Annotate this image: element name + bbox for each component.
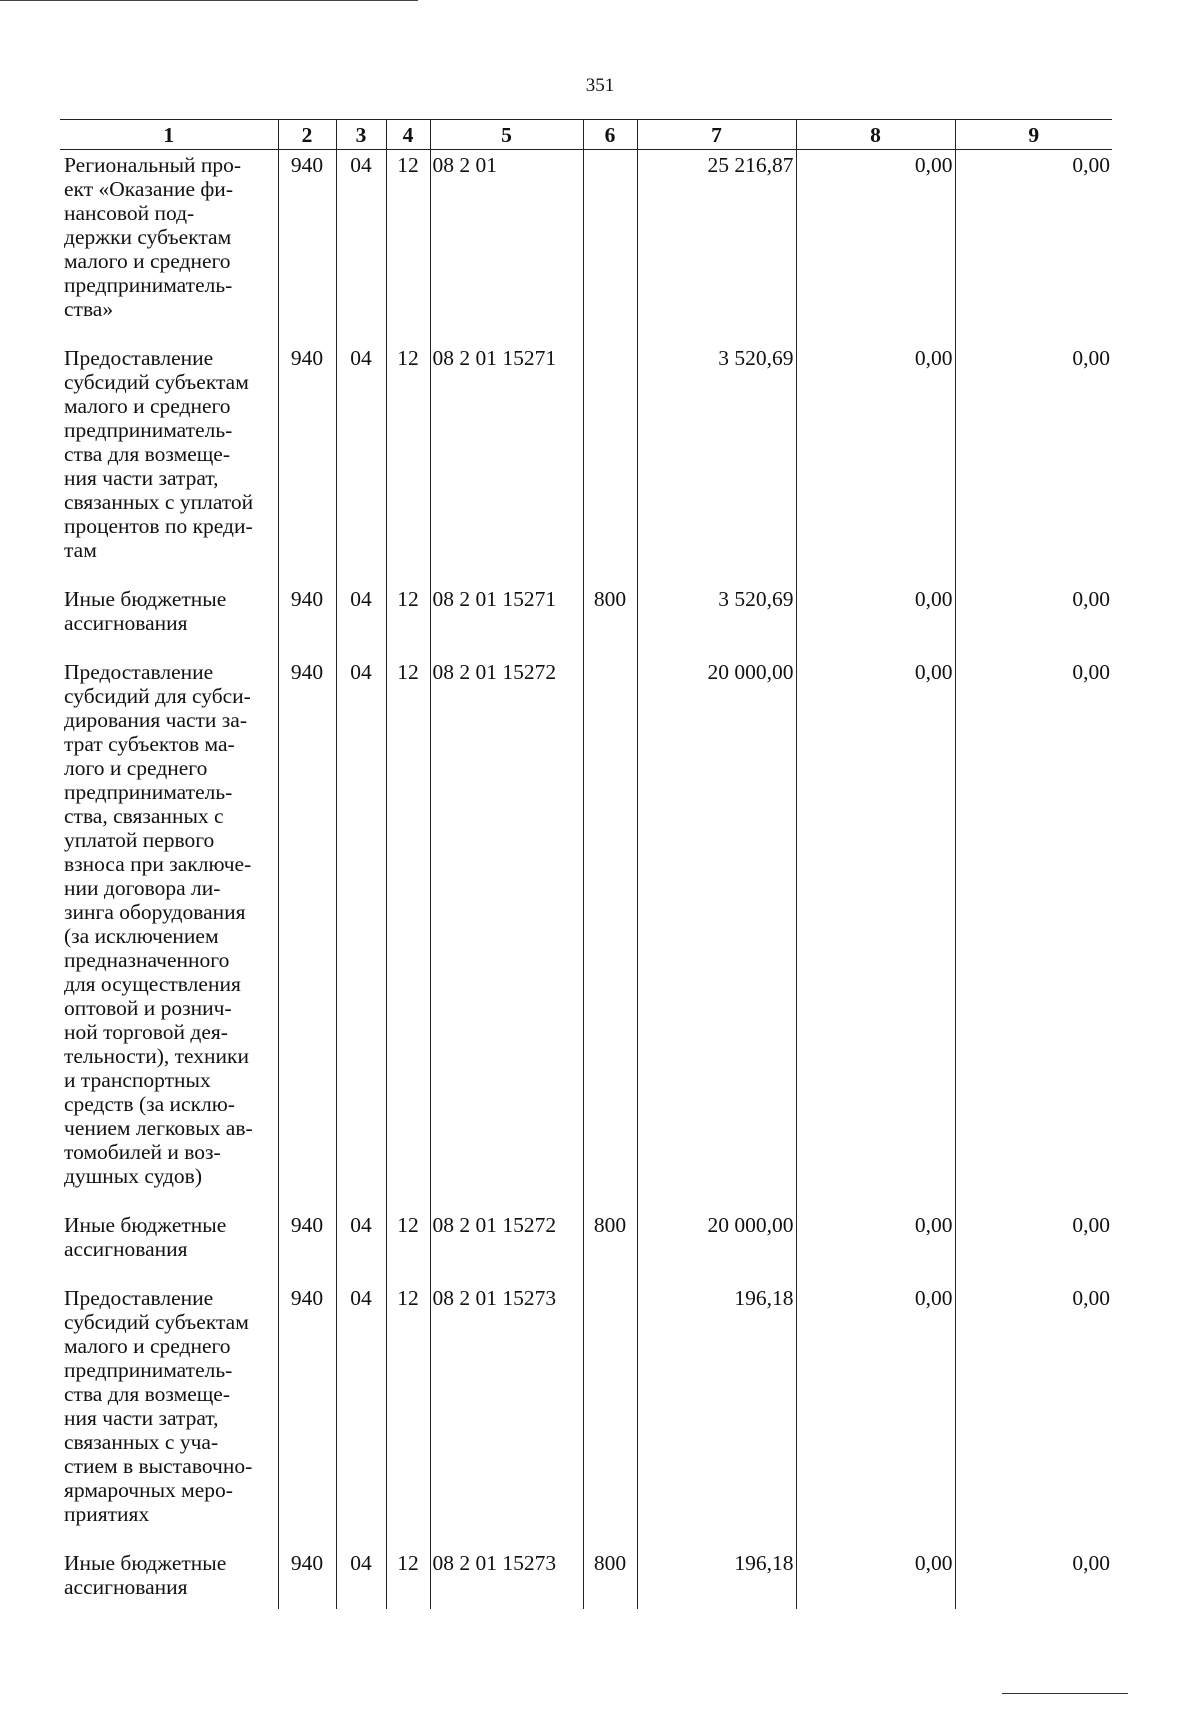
- cell-col7: 25 216,87: [637, 150, 796, 344]
- column-header: 4: [386, 120, 430, 150]
- table-row: [60, 657, 1112, 1210]
- page-number: 351: [585, 75, 615, 96]
- cell-col6: [583, 343, 637, 584]
- bottom-rule: [1002, 1693, 1128, 1694]
- top-rule: [0, 0, 418, 1]
- column-header: 6: [583, 120, 637, 150]
- column-header: 2: [278, 120, 336, 150]
- cell-col7: 196,18: [637, 1548, 796, 1609]
- cell-col7: 20 000,00: [637, 1210, 796, 1283]
- cell-col9: 0,00: [955, 150, 1112, 344]
- cell-col8: 0,00: [796, 1283, 955, 1548]
- cell-col3: 04: [336, 584, 386, 657]
- cell-col4: 12: [386, 150, 430, 344]
- cell-col8: 0,00: [796, 343, 955, 584]
- cell-col5: 08 2 01 15273: [430, 1548, 583, 1609]
- table-row: [60, 343, 1112, 584]
- cell-col7: 3 520,69: [637, 343, 796, 584]
- budget-table: [60, 119, 1112, 1609]
- cell-col4: 12: [386, 1283, 430, 1548]
- table-row: [60, 584, 1112, 657]
- cell-col3: 04: [336, 657, 386, 1210]
- cell-col9: 0,00: [955, 343, 1112, 584]
- row-description: Иные бюджетные ассигнования: [64, 587, 227, 635]
- cell-col4: 12: [386, 657, 430, 1210]
- cell-col5: 08 2 01 15272: [430, 1210, 583, 1283]
- cell-col9: 0,00: [955, 657, 1112, 1210]
- row-description: Иные бюджетные ассигнования: [64, 1551, 227, 1599]
- row-description: Предоставление субсидий субъектам малого и среднего предприниматель- ства для возмеще- ния части затрат, связанных с уча- стием в выставочно- ярмарочных меро- приятиях: [64, 1286, 253, 1526]
- row-description: Региональный про- ект «Оказание фи- нансовой под- держки субъектам малого и среднего предприниматель- ства»: [64, 153, 242, 321]
- table-row: [60, 150, 1112, 344]
- column-header: 1: [60, 120, 278, 150]
- cell-col5: 08 2 01 15271: [430, 584, 583, 657]
- cell-col9: 0,00: [955, 1283, 1112, 1548]
- cell-col2: 940: [278, 584, 336, 657]
- cell-col4: 12: [386, 1548, 430, 1609]
- column-header: 9: [955, 120, 1112, 150]
- cell-col8: 0,00: [796, 150, 955, 344]
- cell-col2: 940: [278, 343, 336, 584]
- cell-col5: 08 2 01 15271: [430, 343, 583, 584]
- cell-col6: [583, 657, 637, 1210]
- column-header: 8: [796, 120, 955, 150]
- cell-col8: 0,00: [796, 1210, 955, 1283]
- cell-col9: 0,00: [955, 1210, 1112, 1283]
- cell-col3: 04: [336, 1210, 386, 1283]
- row-description: Предоставление субсидий для субси- дирования части за- трат субъектов ма- лого и среднего предприниматель- ства, связанных с уплатой первого взноса при заключе- нии договора ли- зинга оборудования (за исключением предназначенного для осуществления оптовой и рознич- ной торговой дея- тельности), техники и транспортных средств (за исклю- чением легковых ав- томобилей и воз- душных судов): [64, 660, 253, 1188]
- cell-col6: [583, 1283, 637, 1548]
- header-row: [60, 120, 1112, 150]
- table-row: [60, 1283, 1112, 1548]
- cell-col4: 12: [386, 1210, 430, 1283]
- table-row: [60, 1548, 1112, 1609]
- cell-col8: 0,00: [796, 657, 955, 1210]
- column-header: 5: [430, 120, 583, 150]
- cell-col8: 0,00: [796, 584, 955, 657]
- cell-col9: 0,00: [955, 584, 1112, 657]
- cell-col6: [583, 150, 637, 344]
- column-header: 3: [336, 120, 386, 150]
- cell-col4: 12: [386, 584, 430, 657]
- cell-col6: 800: [583, 1548, 637, 1609]
- table-body: [60, 150, 1112, 1610]
- cell-col3: 04: [336, 150, 386, 344]
- column-header: 7: [637, 120, 796, 150]
- cell-col3: 04: [336, 1283, 386, 1548]
- cell-col3: 04: [336, 343, 386, 584]
- cell-col2: 940: [278, 657, 336, 1210]
- cell-col8: 0,00: [796, 1548, 955, 1609]
- cell-col2: 940: [278, 1210, 336, 1283]
- cell-col7: 196,18: [637, 1283, 796, 1548]
- cell-col7: 3 520,69: [637, 584, 796, 657]
- cell-col5: 08 2 01 15273: [430, 1283, 583, 1548]
- cell-col2: 940: [278, 150, 336, 344]
- cell-col3: 04: [336, 1548, 386, 1609]
- cell-col9: 0,00: [955, 1548, 1112, 1609]
- cell-col6: 800: [583, 1210, 637, 1283]
- cell-col7: 20 000,00: [637, 657, 796, 1210]
- cell-col2: 940: [278, 1283, 336, 1548]
- cell-col2: 940: [278, 1548, 336, 1609]
- row-description: Иные бюджетные ассигнования: [64, 1213, 227, 1261]
- cell-col5: 08 2 01: [430, 150, 583, 344]
- cell-col6: 800: [583, 584, 637, 657]
- cell-col5: 08 2 01 15272: [430, 657, 583, 1210]
- row-description: Предоставление субсидий субъектам малого и среднего предприниматель- ства для возмеще- ния части затрат, связанных с уплатой процентов по креди- там: [64, 346, 254, 562]
- table-row: [60, 1210, 1112, 1283]
- cell-col4: 12: [386, 343, 430, 584]
